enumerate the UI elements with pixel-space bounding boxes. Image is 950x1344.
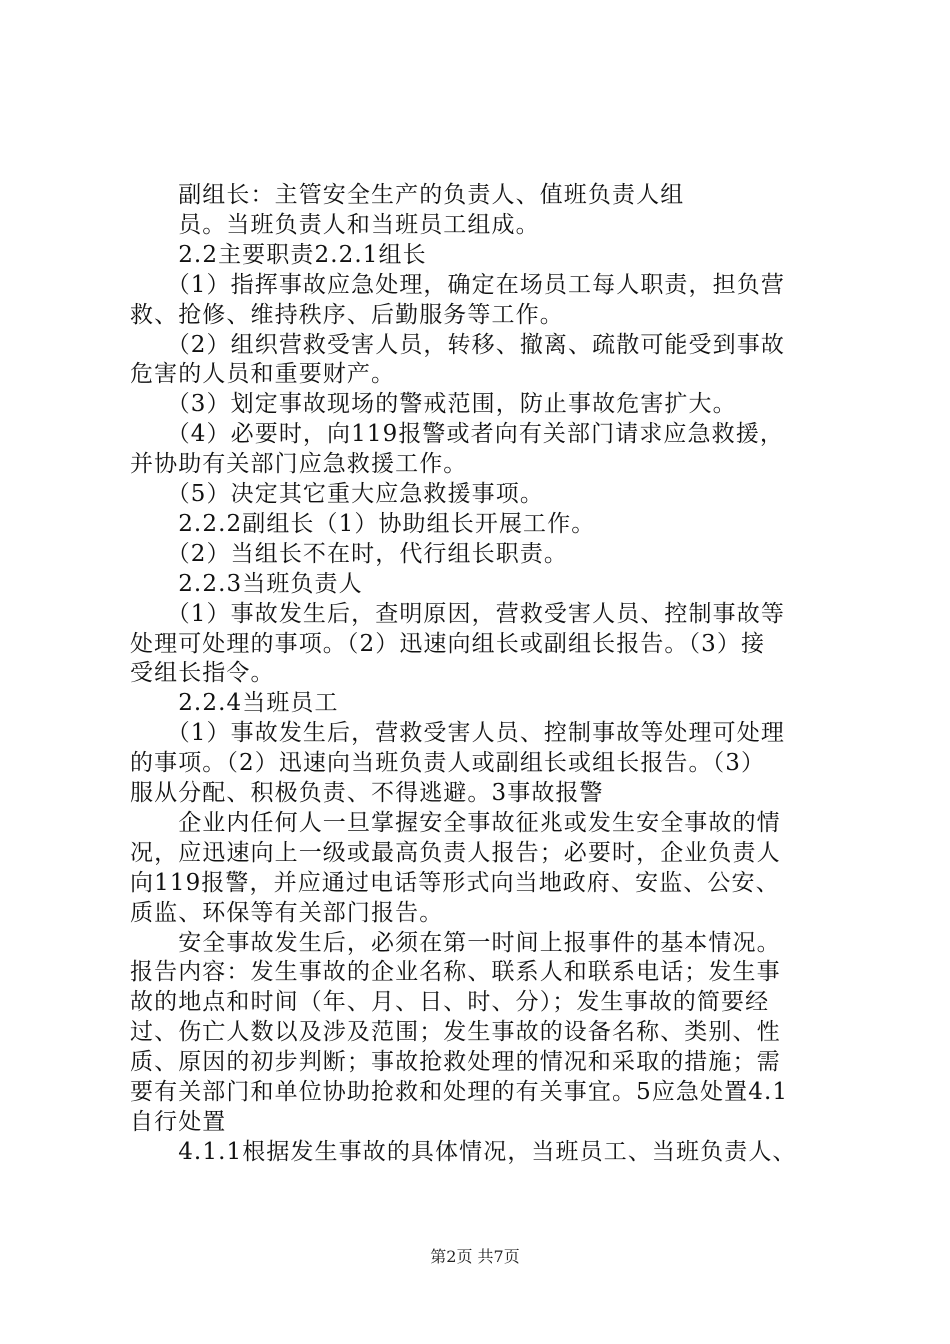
text-line: 救、抢修、维持秩序、后勤服务等工作。: [130, 301, 564, 328]
text-line: （1）事故发生后，营救受害人员、控制事故等处理可处理: [130, 720, 785, 747]
text-line: 的事项。（2）迅速向当班负责人或副组长或组长报告。（3）: [130, 750, 766, 777]
text-line: 副组长：主管安全生产的负责人、值班负责人组: [130, 182, 685, 208]
text-line: 服从分配、积极负责、不得逃避。3事故报警: [130, 780, 604, 806]
text-line: 向119报警，并应通过电话等形式向当地政府、安监、公安、: [130, 869, 780, 896]
text-line: 2.2主要职责2.2.1组长: [130, 241, 427, 268]
text-line: （2）组织营救受害人员，转移、撤离、疏散可能受到事故: [130, 331, 785, 358]
text-line: 员。当班负责人和当班员工组成。: [130, 211, 540, 238]
text-line: 受组长指令。: [130, 660, 275, 687]
text-line: 自行处置: [130, 1108, 227, 1135]
text-line: （4）必要时，向119报警或者向有关部门请求应急救援，: [130, 421, 784, 448]
text-line: （1）事故发生后，查明原因，营救受害人员、控制事故等: [130, 600, 785, 627]
text-line: 安全事故发生后，必须在第一时间上报事件的基本情况。: [130, 929, 781, 956]
text-line: 质、原因的初步判断；事故抢救处理的情况和采取的措施；需: [130, 1049, 781, 1076]
text-line: 质监、环保等有关部门报告。: [130, 899, 444, 926]
text-line: 企业内任何人一旦掌握安全事故征兆或发生安全事故的情: [130, 809, 781, 836]
text-line: 过、伤亡人数以及涉及范围；发生事故的设备名称、类别、性: [130, 1019, 781, 1046]
text-line: 并协助有关部门应急救援工作。: [130, 451, 468, 478]
text-line: 2.2.3当班负责人: [130, 570, 363, 597]
text-line: 危害的人员和重要财产。: [130, 361, 396, 388]
text-line: 故的地点和时间（年、月、日、时、分）；发生事故的简要经: [130, 989, 770, 1016]
text-line: 2.2.4当班员工: [130, 690, 339, 717]
text-line: 4.1.1根据发生事故的具体情况，当班员工、当班负责人、: [130, 1138, 797, 1165]
text-line: （1）指挥事故应急处理，确定在场员工每人职责，担负营: [130, 271, 785, 298]
text-line: 要有关部门和单位协助抢救和处理的有关事宜。5应急处置4.1: [130, 1079, 789, 1105]
text-line: 况，应迅速向上一级或最高负责人报告；必要时，企业负责人: [130, 839, 781, 866]
text-line: （2）当组长不在时，代行组长职责。: [130, 540, 569, 567]
text-line: 处理可处理的事项。（2）迅速向组长或副组长报告。（3）接: [130, 630, 766, 657]
text-line: （5）决定其它重大应急救援事项。: [130, 481, 544, 507]
text-line: 2.2.2副组长（1）协助组长开展工作。: [130, 510, 596, 537]
text-line: 报告内容：发生事故的企业名称、联系人和联系电话；发生事: [130, 959, 781, 986]
text-line: （3）划定事故现场的警戒范围，防止事故危害扩大。: [130, 391, 737, 418]
page-footer: 第2页 共7页: [430, 1247, 520, 1266]
